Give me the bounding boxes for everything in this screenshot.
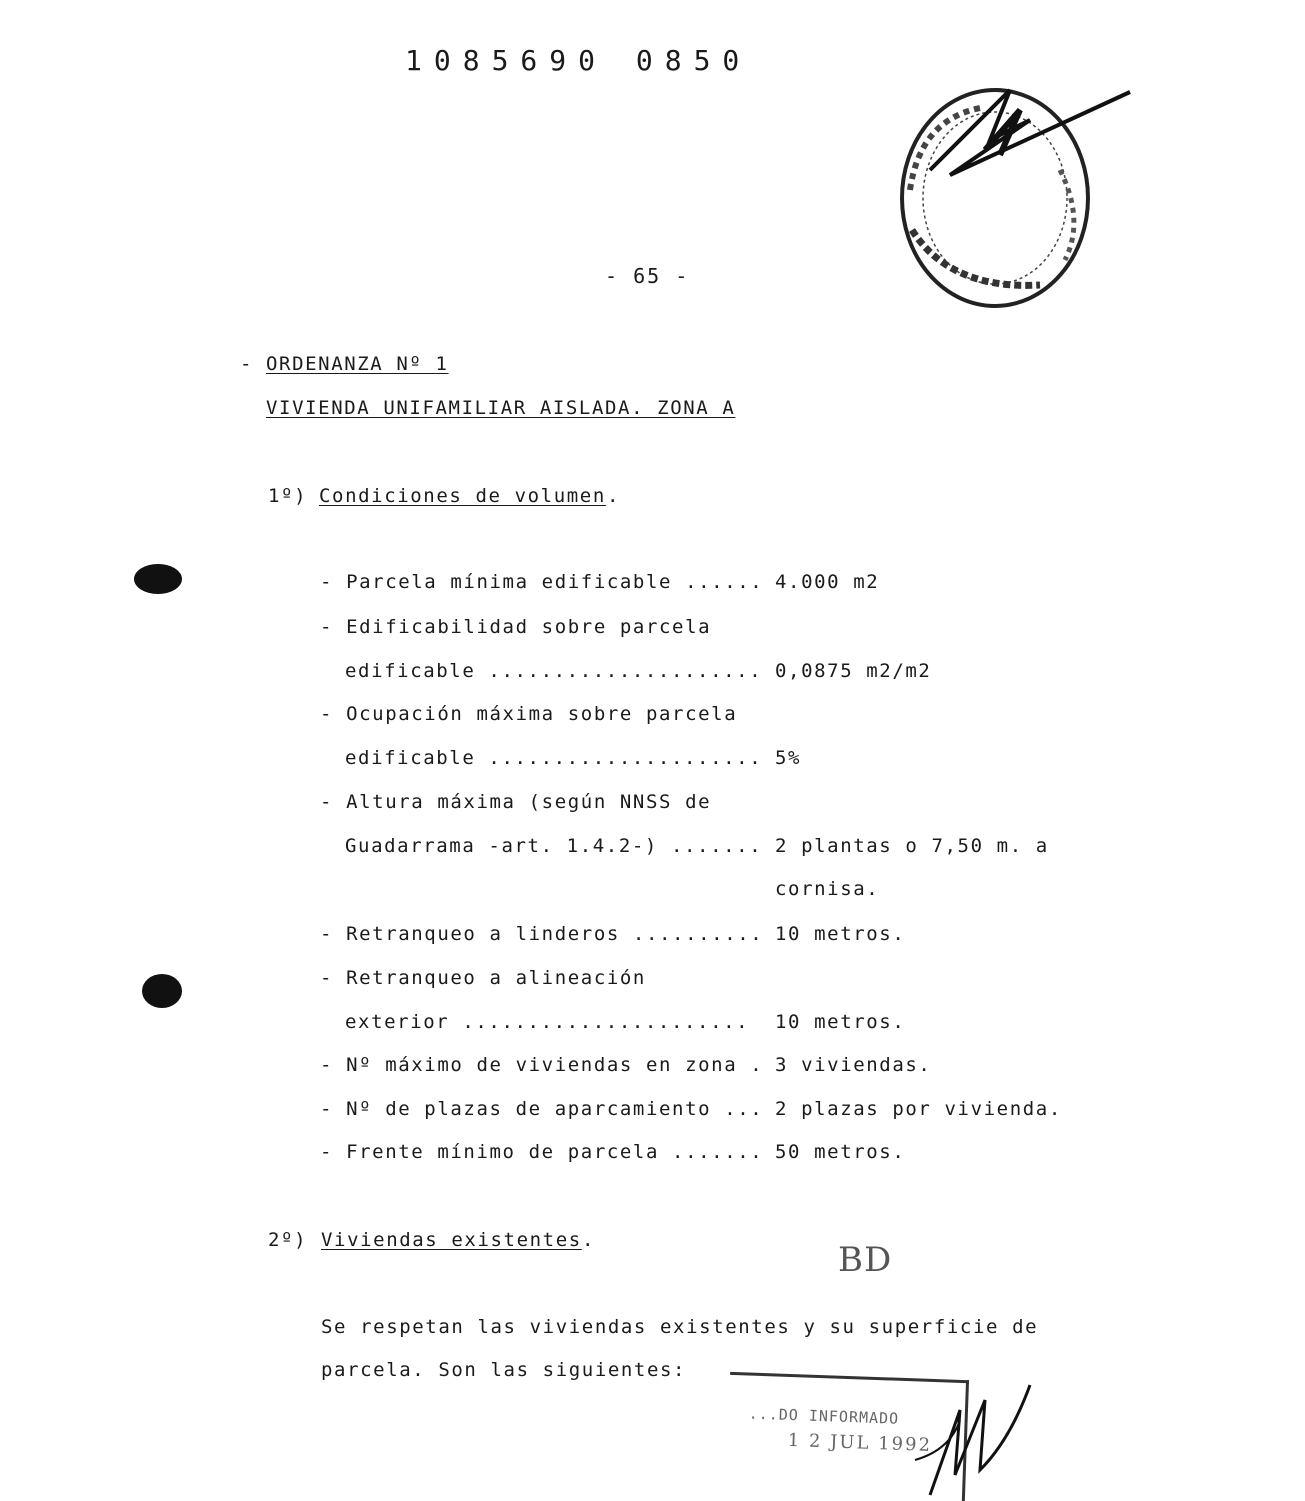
condition-value: 10 metros. [775,1011,906,1033]
condition-row [0,702,1305,732]
condition-row [0,790,1305,820]
condition-row [0,659,1305,689]
stamp-line1: ...DO INFORMADO [748,1404,900,1428]
condition-label: edificable ..................... [345,747,763,769]
heading-dash: - [240,353,254,375]
section2-paragraph-line1: Se respetan las viviendas existentes y su superficie de [321,1316,1039,1338]
section2-period: . [582,1229,596,1251]
bottom-signature [900,1380,1040,1498]
condition-value: 2 plantas o 7,50 m. a [775,835,1049,857]
condition-label: exterior ...................... [345,1011,750,1033]
condition-value: 50 metros. [775,1141,906,1163]
section1-title: Condiciones de volumen [319,485,606,507]
document-code: 1085690 0850 [405,44,752,77]
condition-value: 10 metros. [775,923,906,945]
condition-row [0,834,1305,864]
condition-row [0,615,1305,645]
condition-row [0,1053,1305,1083]
section1-period: . [607,485,621,507]
section2-paragraph-line2: parcela. Son las siguientes: [321,1359,687,1381]
condition-label: - Altura máxima (según NNSS de [320,791,712,813]
condition-row [0,922,1305,952]
section2-number: 2º) [268,1229,308,1251]
condition-value: 4.000 m2 [775,571,880,593]
condition-row [0,1097,1305,1127]
condition-value: cornisa. [775,878,880,900]
condition-row [0,746,1305,776]
condition-label: - Retranqueo a linderos .......... [320,923,764,945]
condition-value: 3 viviendas. [775,1054,932,1076]
condition-label: - Parcela mínima edificable ...... [320,571,764,593]
stamp-date: 1 2 JUL 1992 [787,1429,933,1456]
condition-row [0,966,1305,996]
condition-label: - Nº de plazas de aparcamiento ... [320,1098,764,1120]
condition-label: - Nº máximo de viviendas en zona . [320,1054,764,1076]
condition-value: 0,0875 m2/m2 [775,660,932,682]
condition-row [0,570,1305,600]
page-number: - 65 - [605,264,690,288]
condition-row [0,1140,1305,1170]
condition-value: 5% [775,747,802,769]
handwritten-initials: BD [838,1240,893,1280]
condition-label: - Edificabilidad sobre parcela [320,616,712,638]
condition-label: edificable ..................... [345,660,763,682]
condition-row [0,877,1305,907]
ordinance-subtitle: VIVIENDA UNIFAMILIAR AISLADA. ZONA A [266,397,736,419]
condition-label: - Ocupación máxima sobre parcela [320,703,738,725]
condition-label: - Retranqueo a alineación [320,967,646,989]
condition-value: 2 plazas por vivienda. [775,1098,1062,1120]
condition-row [0,1010,1305,1040]
ordinance-title: ORDENANZA Nº 1 [266,353,449,375]
municipal-seal [890,80,1140,315]
section2-title: Viviendas existentes [321,1229,582,1251]
condition-label: - Frente mínimo de parcela ....... [320,1141,764,1163]
condition-label: Guadarrama -art. 1.4.2-) ....... [345,835,763,857]
section1-number: 1º) [268,485,308,507]
